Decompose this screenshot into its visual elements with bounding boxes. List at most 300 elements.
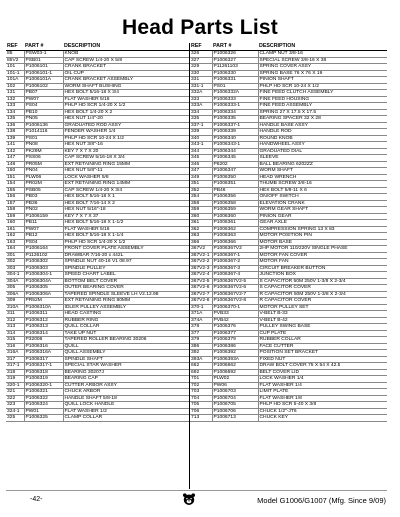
part-number-cell: P1006706 [212, 408, 258, 415]
ref-cell: 324-1 [6, 408, 24, 415]
ref-cell: 359 [190, 207, 212, 214]
part-number-cell: P1006662 [212, 363, 258, 370]
ref-cell: 316A [6, 350, 24, 357]
description-cell: DRAWBAR 7/16-20 x 442L [63, 252, 189, 259]
description-cell: HEX NUT 5/16"-18 [63, 207, 189, 214]
description-cell: SPEED CHART LABEL [63, 272, 189, 279]
description-cell: BELT COVER LID [258, 369, 387, 376]
part-number-cell: P1006331 [212, 77, 258, 84]
ref-cell: 309 [6, 298, 24, 305]
part-number-cell: P1006361 [212, 220, 258, 227]
ref-cell: 139 [6, 135, 24, 142]
ref-cell: 102 [6, 83, 24, 90]
description-cell: SPRING BASE 76 X 76 X 19 [258, 70, 387, 77]
description-cell: HEX BOLT 5/16-18 X 3/4 [63, 90, 189, 97]
part-number-cell: P1014116 [24, 129, 63, 136]
ref-cell: 333 [190, 96, 212, 103]
description-cell: TAKE UP NUT [63, 330, 189, 337]
description-cell: KNOB [63, 51, 189, 58]
ref-cell: 378 [190, 324, 212, 331]
part-number-cell: PS01 [24, 135, 63, 142]
description-cell: ELEVATION CRANK [258, 200, 387, 207]
model-label: Model G1006/G1007 (Mfg. Since 9/09) [257, 496, 386, 505]
description-cell: V-BELT B-42 [258, 317, 387, 324]
part-number-cell: P1006367V2-7 [212, 291, 258, 298]
part-number-cell: P1006317-1 [24, 363, 63, 370]
part-number-cell: P1006367V2 [212, 246, 258, 253]
part-number-cell: PB46 [212, 187, 258, 194]
part-number-cell: PW07 [24, 226, 63, 233]
part-number-cell: P1006303 [24, 265, 63, 272]
ref-cell: 371A [190, 311, 212, 318]
ref-cell: 138 [6, 129, 24, 136]
description-cell: MOTOR POSITION PIN [258, 233, 387, 240]
description-cell: ON/OFF SWITCH [258, 194, 387, 201]
table-row [6, 415, 189, 422]
description-cell: SPRING 27 X 17.5 X 17.5 [258, 109, 387, 116]
ref-cell: 142 [6, 148, 24, 155]
description-cell: GRADUATED DIAL [258, 148, 387, 155]
part-number-cell: P1006343-1 [212, 142, 258, 149]
ref-cell: 154 [6, 181, 24, 188]
ref-cell: 161 [6, 226, 24, 233]
part-number-cell: P1006310A [24, 304, 63, 311]
description-cell: CAP SCREW 5/16-18 X 3/4 [63, 155, 189, 162]
ref-cell: 339 [190, 129, 212, 136]
description-cell: IDLER PULLEY ASSEMBLY [63, 304, 189, 311]
part-number-cell: P1006356 [212, 194, 258, 201]
description-cell: CAP SCREW 1/4-20 X 5/8 [63, 57, 189, 64]
description-cell: MOTOR FAN [258, 259, 387, 266]
table-header [190, 43, 387, 51]
ref-cell: 713 [190, 415, 212, 422]
part-number-cell: P1006392 [212, 350, 258, 357]
ref-cell: 352 [190, 187, 212, 194]
part-number-cell: P1006101-1 [24, 70, 63, 77]
ref-cell: 317-1 [6, 363, 24, 370]
description-cell: HEX BOLT 5/8-11 X 6 [258, 187, 387, 194]
part-number-cell: P1006319 [24, 376, 63, 383]
description-cell: HANDLE BASE ASSY [258, 122, 387, 129]
ref-cell: 337-1 [190, 122, 212, 129]
part-number-cell: PR02M [24, 181, 63, 188]
ref-cell: 662 [190, 363, 212, 370]
ref-cell: 310A [6, 304, 24, 311]
ref-cell: 317 [6, 356, 24, 363]
part-number-cell: P1006333 [212, 96, 258, 103]
ref-cell: 101 [6, 64, 24, 71]
ref-cell: 333A [190, 103, 212, 110]
parts-table-left [6, 43, 189, 422]
ref-cell: 367V2-6 [190, 285, 212, 292]
description-cell: CUP PLATE [258, 330, 387, 337]
ref-cell: 147 [6, 155, 24, 162]
description-cell: CUTTER ARBOR ASSY [63, 382, 189, 389]
ref-cell: 354 [190, 194, 212, 201]
part-number-cell: P1006320-1 [24, 382, 63, 389]
ref-cell: 327 [190, 57, 212, 64]
description-cell: SPECIAL SCREW 3/8-16 X 38 [258, 57, 387, 64]
part-number-cell: PB10 [24, 109, 63, 116]
ref-cell: 331 [190, 77, 212, 84]
description-cell: CHUCK KEY [258, 415, 387, 422]
ref-cell: 393A [190, 356, 212, 363]
ref-cell: 367V2-3 [190, 265, 212, 272]
part-number-cell: P1006350 [212, 174, 258, 181]
part-number-cell: P1006334 [212, 109, 258, 116]
part-number-cell: P1006340 [212, 135, 258, 142]
description-cell: LOCK WASHER 1/4 [258, 376, 387, 383]
description-cell: PINION SHAFT [258, 77, 387, 84]
description-cell: FINE FEED CLUTCH ASSEMBLY [258, 90, 387, 97]
description-cell: HEX BOLT 7/16-14 X 2 [63, 200, 189, 207]
description-cell: 2HP MOTOR 110/220V SINGLE PHASE [258, 246, 387, 253]
ref-cell: 363 [190, 233, 212, 240]
ref-cell: 302 [6, 259, 24, 266]
part-number-cell: P1006314 [24, 330, 63, 337]
ref-cell: 703 [190, 389, 212, 396]
ref-cell: 362 [190, 226, 212, 233]
description-cell: S CAPACITOR 50M 250V 1-3/8 X 2-3/4 [258, 278, 387, 285]
header-ref: REF [6, 43, 24, 51]
part-number-cell: PVB42 [212, 317, 258, 324]
part-number-cell: PK29M [24, 148, 63, 155]
description-cell: CHUCK ARBOR [63, 389, 189, 396]
description-cell: CAP SCREW 1/4-20 X 3/4 [63, 187, 189, 194]
ref-cell: 346 [190, 161, 212, 168]
ref-cell: 367V2-2 [190, 259, 212, 266]
ref-cell: 701 [190, 376, 212, 383]
part-number-cell: P1006367-4 [212, 272, 258, 279]
part-number-cell: P1006345 [212, 155, 258, 162]
description-cell: POSITION SET BRACKET [258, 350, 387, 357]
description-cell: OIL CUP [63, 70, 189, 77]
ref-cell: 316 [6, 343, 24, 350]
ref-cell: 347 [190, 168, 212, 175]
description-cell: HANDLE SHAFT 5/8-18 [63, 395, 189, 402]
ref-cell: 702 [190, 382, 212, 389]
ref-cell: 162 [6, 233, 24, 240]
ref-cell: 320-1 [6, 382, 24, 389]
part-number-cell: PSW03-1 [24, 51, 63, 58]
ref-cell: 304A [6, 278, 24, 285]
part-number-cell: PS01 [212, 83, 258, 90]
part-number-cell: P1006332A [212, 90, 258, 97]
part-number-cell: P1006313 [24, 324, 63, 331]
ref-cell: 101A [6, 77, 24, 84]
part-number-cell: P1006306A [24, 291, 63, 298]
description-cell: FRONT COVER PLATE ASSEMBLY [63, 246, 189, 253]
description-cell: HEX BOLT 1/4-20 X 2 [63, 109, 189, 116]
part-number-cell: P1006327 [212, 57, 258, 64]
description-cell: HEX NUT 3/8"-16 [63, 142, 189, 149]
ref-cell: 358 [190, 200, 212, 207]
part-number-cell: P1006305 [24, 285, 63, 292]
description-cell: PHLP HD SCR 5-40 X 3/8 [258, 402, 387, 409]
description-cell: OUTER BEARING COVER [63, 285, 189, 292]
ref-cell: 367V2-7 [190, 291, 212, 298]
part-number-cell: P1006713 [212, 415, 258, 422]
part-number-cell: P1006367V2-6 [212, 285, 258, 292]
description-cell: GEAR AXLE [258, 220, 387, 227]
part-number-cell: P1006351 [212, 181, 258, 188]
ref-cell: 85 [6, 51, 24, 58]
part-number-cell: PLW06 [24, 174, 63, 181]
part-number-cell: P1006333-1 [212, 103, 258, 110]
description-cell: JUNCTION BOX [258, 272, 387, 279]
description-cell: HEAD WRENCH [258, 174, 387, 181]
part-number-cell: P1006363 [212, 233, 258, 240]
description-cell: BEARING SPACER 32 X 28 [258, 116, 387, 123]
part-number-cell: PR52M [24, 298, 63, 305]
part-number-cell: P1006379 [212, 337, 258, 344]
description-cell: FINE FEED ASSEMBLY [258, 103, 387, 110]
part-number-cell: PB07 [24, 90, 63, 97]
part-number-cell: P1006312 [24, 317, 63, 324]
header-part: PART # [212, 43, 258, 51]
description-cell: TAPERED SPINDLE SLEEVE LH V2.12.98 [63, 291, 189, 298]
description-cell: PINION GEAR [258, 213, 387, 220]
description-cell: QUILL COLLAR [63, 324, 189, 331]
part-number-cell: P1006324 [24, 402, 63, 409]
ref-cell: 318 [6, 369, 24, 376]
part-number-cell: P1006164 [24, 246, 63, 253]
ref-cell: 374A [190, 317, 212, 324]
description-cell: BOTTOM BELT COVER [63, 278, 189, 285]
part-number-cell: P1006360 [212, 213, 258, 220]
part-number-cell: PSB05 [24, 187, 63, 194]
description-cell: SPINDLE PULLEY [63, 265, 189, 272]
description-cell: THUMB SCREW 3/8-16 [258, 181, 387, 188]
part-number-cell: PSS06 [24, 155, 63, 162]
ref-cell: 131 [6, 90, 24, 97]
header-part: PART # [24, 43, 63, 51]
ref-cell: 132 [6, 96, 24, 103]
description-cell: QUILL ASSEMBLY [63, 350, 189, 357]
part-number-cell: P1006344 [212, 148, 258, 155]
ref-cell: 379 [190, 337, 212, 344]
table-header [6, 43, 189, 51]
part-number-cell: P1006325 [24, 415, 63, 422]
description-cell: RUBBER COLLAR [258, 337, 387, 344]
ref-cell: 134 [6, 109, 24, 116]
ref-cell: 367V2-1 [190, 252, 212, 259]
part-number-cell: PSB01 [24, 57, 63, 64]
part-number-cell: P1006101A [24, 77, 63, 84]
ref-cell: 331-1 [190, 83, 212, 90]
ref-cell: 343-1 [190, 142, 212, 149]
part-number-cell: PN04 [24, 168, 63, 175]
ref-cell: 330 [190, 70, 212, 77]
part-number-cell: PVB33 [212, 311, 258, 318]
ref-cell: 136 [6, 122, 24, 129]
description-cell: V-BELT B-33 [258, 311, 387, 318]
part-number-cell: P1006302 [24, 259, 63, 266]
description-cell: EXT RETAINING RING 80MM [63, 298, 189, 305]
ref-cell: 135 [6, 116, 24, 123]
part-number-cell: PB12 [24, 233, 63, 240]
part-number-cell: P1006393A [212, 356, 258, 363]
ref-cell: 370-1 [190, 304, 212, 311]
ref-cell: 160 [6, 220, 24, 227]
description-cell: DRAW BOLT COVER 75 X 54 X 42.5 [258, 363, 387, 370]
part-number-cell: P1006362 [212, 226, 258, 233]
part-number-cell: P1006317 [24, 356, 63, 363]
part-number-cell: PN08 [24, 142, 63, 149]
part-number-cell: PB36 [24, 200, 63, 207]
ref-cell: 323 [6, 402, 24, 409]
ref-cell: 351 [190, 181, 212, 188]
part-number-cell: PB11 [24, 220, 63, 227]
part-number-cell: P32006 [24, 337, 63, 344]
description-cell: COMPRESSION SPRING 13 X 83 [258, 226, 387, 233]
ref-cell: 361 [190, 220, 212, 227]
description-cell: FACE CUTTER [258, 343, 387, 350]
description-cell: KEY 7 X 7 X 20 [63, 148, 189, 155]
part-number-cell: P1006159 [24, 213, 63, 220]
description-cell: CRANK BRACKET ASSEMBLY [63, 77, 189, 84]
ref-cell: 367V2-4 [190, 272, 212, 279]
description-cell: WORM SHAFT [258, 168, 387, 175]
ref-cell: 133 [6, 103, 24, 110]
description-cell: MOTOR BASE [258, 239, 387, 246]
ref-cell: 322 [6, 395, 24, 402]
ref-cell: 314 [6, 330, 24, 337]
ref-cell: 392 [190, 350, 212, 357]
ref-cell: 163 [6, 239, 24, 246]
part-number-cell: P1006347 [212, 168, 258, 175]
part-number-cell: P1006705 [212, 402, 258, 409]
description-cell: EXT RETAINING RING 14MM [63, 181, 189, 188]
description-cell: ROUND KNOB [258, 135, 387, 142]
ref-cell: 101-1 [6, 70, 24, 77]
ref-cell: 311 [6, 311, 24, 318]
description-cell: MOTOR PULLEY SET [258, 304, 387, 311]
part-number-cell: P1006102 [24, 83, 63, 90]
part-number-cell: PW01 [24, 408, 63, 415]
ref-cell: 345 [190, 155, 212, 162]
ref-cell: 315 [6, 337, 24, 344]
ref-cell: 329 [190, 64, 212, 71]
description-cell: SPECIAL STAR WASHER [63, 363, 189, 370]
description-cell: HEX NUT 5/8"-11 [63, 168, 189, 175]
ref-cell: 85V2 [6, 57, 24, 64]
ref-cell: 151 [6, 174, 24, 181]
header-description: DESCRIPTION [63, 43, 189, 51]
description-cell: WORM SHAFT BUSHING [63, 83, 189, 90]
part-number-cell: P1006318 [24, 369, 63, 376]
description-cell: MOTOR FAN COVER [258, 252, 387, 259]
ref-cell: 304-1 [6, 272, 24, 279]
ref-cell: 156 [6, 194, 24, 201]
part-number-cell: P1006367-2 [212, 259, 258, 266]
ref-cell: 141 [6, 142, 24, 149]
ref-cell: 706 [190, 408, 212, 415]
parts-table-right [190, 43, 387, 422]
part-number-cell: P1006370-1 [212, 304, 258, 311]
part-number-cell: PN05 [24, 116, 63, 123]
page-number: -42- [30, 496, 43, 503]
part-number-cell: P1006704 [212, 395, 258, 402]
ref-cell: 321 [6, 389, 24, 396]
description-cell: EXT RETAINING RING 15MM [63, 161, 189, 168]
part-number-cell: P1006359 [212, 207, 258, 214]
ref-cell: 325 [6, 415, 24, 422]
bear-logo-icon [182, 492, 196, 506]
description-cell: TAPERED ROLLER BEARING 30206 [63, 337, 189, 344]
description-cell: FINE FEED HOUSING [258, 96, 387, 103]
part-number-cell: PN02 [24, 207, 63, 214]
ref-cell: 340 [190, 135, 212, 142]
ref-cell: 301 [6, 252, 24, 259]
description-cell: CLAMP NUT 3/8-16 [258, 51, 387, 58]
ref-cell: 312 [6, 317, 24, 324]
part-number-cell: P1006330 [212, 70, 258, 77]
description-cell: FLAT WASHER 1/4 [258, 382, 387, 389]
description-cell: PHLP HD SCR 10-24 X 1/2 [63, 135, 189, 142]
description-cell: FLAT WASHER 1/2 [63, 408, 189, 415]
part-number-cell: P1006692 [212, 369, 258, 376]
description-cell: R CAPACITOR COVER [258, 298, 387, 305]
part-number-cell: PB03 [24, 194, 63, 201]
ref-cell: 332A [190, 90, 212, 97]
part-number-cell: PS04 [24, 103, 63, 110]
description-cell: HEX BOLT 5/16-18 X 1 [63, 194, 189, 201]
part-number-cell: P1006337-1 [212, 122, 258, 129]
part-number-cell: P1006311 [24, 311, 63, 318]
description-cell: HEX NUT 1/4"-20 [63, 116, 189, 123]
ref-cell: 366 [190, 239, 212, 246]
ref-cell: 313 [6, 324, 24, 331]
part-number-cell: P1006321 [24, 389, 63, 396]
description-cell: HEX BOLT 5/16-18 X 1-1/2 [63, 220, 189, 227]
description-cell: GRADUATED ROD ASSY [63, 122, 189, 129]
part-number-cell: PW06 [212, 382, 258, 389]
header-ref: REF [190, 43, 212, 51]
ref-cell: 692 [190, 369, 212, 376]
description-cell: PHLP HD SCR 10-24 X 1/2 [258, 83, 387, 90]
description-cell: SPINDLE NUT 40-16 V1 08.97 [63, 259, 189, 266]
description-cell: CIRCUIT BREAKER BUTTON [258, 265, 387, 272]
part-number-cell: P1006316A [24, 350, 63, 357]
part-number-cell: PW07 [24, 96, 63, 103]
part-number-cell: P6202 [212, 161, 258, 168]
ref-cell: 155 [6, 187, 24, 194]
ref-cell: 367V2 [190, 246, 212, 253]
part-number-cell: P1006304A [24, 278, 63, 285]
description-cell: BEARING 30207J [63, 369, 189, 376]
ref-cell: 326 [190, 51, 212, 58]
part-number-cell: P1006339 [212, 129, 258, 136]
ref-cell: 386 [190, 343, 212, 350]
part-number-cell: P1006376 [212, 324, 258, 331]
header-description: DESCRIPTION [258, 43, 387, 51]
ref-cell: 367V2-8 [190, 298, 212, 305]
description-cell: FENDER WASHER 1/4 [63, 129, 189, 136]
table-row [190, 415, 387, 422]
description-cell: QUILL [63, 343, 189, 350]
ref-cell: 334 [190, 109, 212, 116]
ref-cell: 306A [6, 291, 24, 298]
ref-cell: 158 [6, 207, 24, 214]
part-number-cell: P1006386 [212, 343, 258, 350]
ref-cell: 360 [190, 213, 212, 220]
ref-cell: 319 [6, 376, 24, 383]
ref-cell: 164 [6, 246, 24, 253]
ref-cell: 349 [190, 174, 212, 181]
description-cell: KEY 7 X 7 X 37 [63, 213, 189, 220]
ref-cell: 159 [6, 213, 24, 220]
